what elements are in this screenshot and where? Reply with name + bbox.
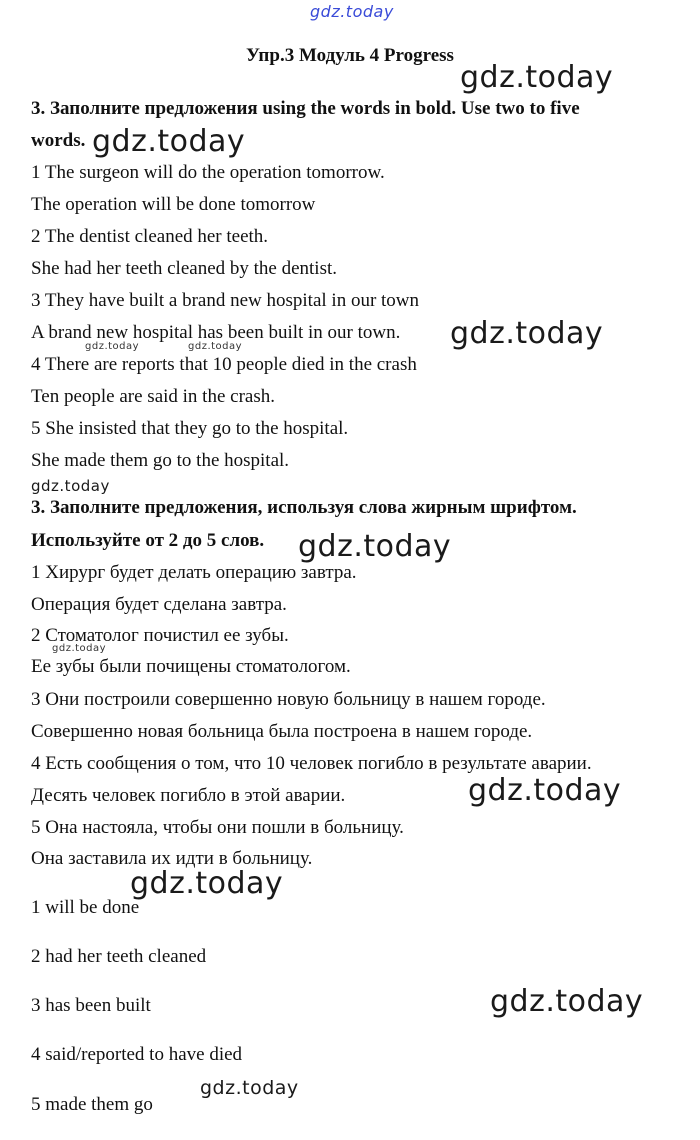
sentence-line: 2 The dentist cleaned her teeth. bbox=[31, 226, 269, 247]
sentence-line: Совершенно новая больница была построена в нашем городе. bbox=[31, 721, 533, 742]
task-heading-en-cont: words. bbox=[31, 130, 86, 151]
watermark: gdz.today bbox=[92, 124, 246, 159]
watermark: gdz.today bbox=[52, 643, 107, 654]
sentence-line: She had her teeth cleaned by the dentist. bbox=[31, 258, 338, 279]
watermark: gdz.today bbox=[130, 866, 284, 901]
answer-line: 3 has been built bbox=[31, 995, 151, 1016]
page-title: Упр.3 Модуль 4 Progress bbox=[246, 45, 454, 66]
sentence-line: Операция будет сделана завтра. bbox=[31, 594, 287, 615]
watermark: gdz.today bbox=[468, 773, 622, 808]
sentence-line: Ten people are said in the crash. bbox=[31, 386, 275, 407]
watermark: gdz.today bbox=[298, 529, 452, 564]
sentence-line: 5 She insisted that they go to the hospital. bbox=[31, 418, 349, 439]
watermark: gdz.today bbox=[31, 477, 110, 495]
task-heading-ru-cont: Используйте от 2 до 5 слов. bbox=[31, 530, 265, 551]
sentence-line: 3 Они построили совершенно новую больницу в нашем городе. bbox=[31, 689, 546, 710]
sentence-line: Ее зубы были почищены стоматологом. bbox=[31, 656, 351, 677]
answer-line: 1 will be done bbox=[31, 897, 140, 918]
sentence-line: Десять человек погибло в этой аварии. bbox=[31, 785, 346, 806]
task-heading-en: 3. Заполните предложения using the words in bold. Use two to five bbox=[31, 98, 580, 119]
sentence-line: 1 Хирург будет делать операцию завтра. bbox=[31, 562, 357, 583]
sentence-line: 4 Есть сообщения о том, что 10 человек погибло в результате аварии. bbox=[31, 753, 592, 774]
sentence-line: The operation will be done tomorrow bbox=[31, 194, 316, 215]
watermark: gdz.today bbox=[460, 60, 614, 95]
answer-line: 2 had her teeth cleaned bbox=[31, 946, 207, 967]
sentence-line: She made them go to the hospital. bbox=[31, 450, 290, 471]
answer-line: 5 made them go bbox=[31, 1094, 153, 1115]
watermark: gdz.today bbox=[188, 341, 243, 352]
sentence-line: 2 Стоматолог почистил ее зубы. bbox=[31, 625, 289, 646]
watermark: gdz.today bbox=[85, 341, 140, 352]
watermark: gdz.today bbox=[450, 316, 604, 351]
watermark: gdz.today bbox=[200, 1077, 299, 1099]
task-heading-ru: 3. Заполните предложения, используя слова жирным шрифтом. bbox=[31, 497, 577, 518]
sentence-line: A brand new hospital has been built in our town. bbox=[31, 322, 401, 343]
sentence-line: Она заставила их идти в больницу. bbox=[31, 848, 313, 869]
sentence-line: 5 Она настояла, чтобы они пошли в больницу. bbox=[31, 817, 404, 838]
answer-line: 4 said/reported to have died bbox=[31, 1044, 243, 1065]
watermark: gdz.today bbox=[490, 984, 644, 1019]
sentence-line: 3 They have built a brand new hospital in our town bbox=[31, 290, 420, 311]
sentence-line: 1 The surgeon will do the operation tomorrow. bbox=[31, 162, 385, 183]
watermark: gdz.today bbox=[310, 2, 394, 21]
sentence-line: 4 There are reports that 10 people died in the crash bbox=[31, 354, 417, 375]
